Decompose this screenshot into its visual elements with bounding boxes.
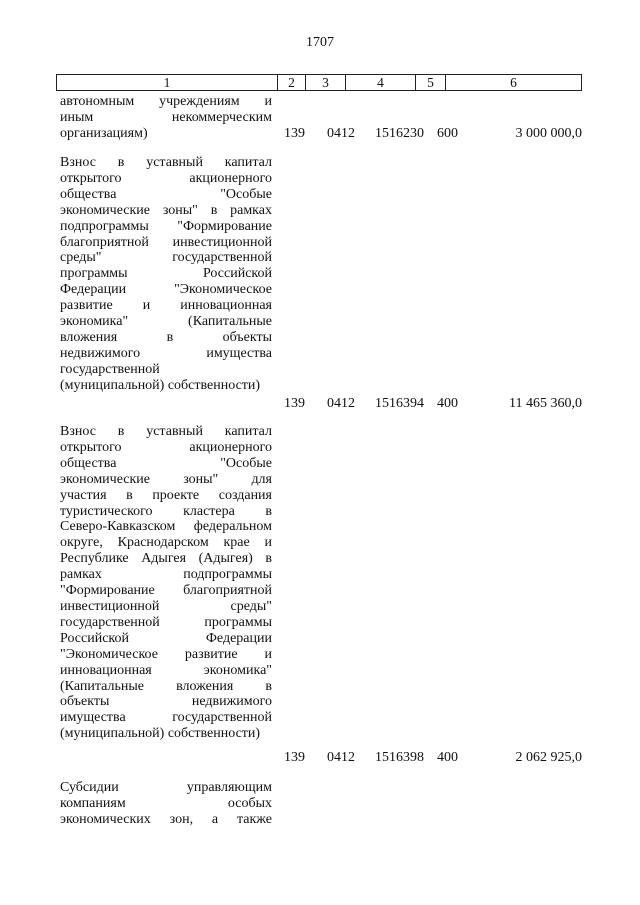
description-line: государственной программы [60,614,272,630]
header-col-6: 6 [445,74,582,91]
row-0-description [60,94,272,142]
description-line: государственной [60,361,160,377]
row-0-code-4: 1516230 [375,126,424,141]
description-line: (Капитальные вложения в [60,678,272,694]
description-line: организациям) [60,125,148,141]
description-line: округе, Краснодарском крае и [60,535,272,551]
header-col-2: 2 [277,74,305,91]
description-line: экономика" (Капитальные [60,314,272,330]
row-2-description [60,424,272,742]
description-line: открытого акционерного [60,439,272,455]
row-1-code-3: 0412 [327,396,355,411]
description-line: Российской Федерации [60,630,272,646]
description-line: инвестиционной среды" [60,598,272,614]
description-line: Субсидии управляющим [60,780,272,795]
description-line: имущества государственной [60,710,272,726]
description-line: инновационная экономика" [60,662,272,678]
table-header [56,74,582,91]
description-line: Северо-Кавказском федеральном [60,519,272,535]
row-1-amount: 11 465 360,0 [509,396,582,411]
description-line: экономических зон, а также [60,811,272,827]
description-line: общества "Особые [60,455,272,471]
description-line: экономические зоны" в рамках [60,202,272,218]
description-line: общества "Особые [60,186,272,202]
description-line: развитие и инновационная [60,298,272,314]
description-line: подпрограммы "Формирование [60,218,272,234]
page-number: 1707 [306,35,334,50]
row-0-amount: 3 000 000,0 [515,126,582,141]
row-0-code-2: 139 [284,126,305,141]
description-line: "Экономическое развитие и [60,646,272,662]
description-line: Взнос в уставный капитал [60,424,272,439]
row-0-code-3: 0412 [327,126,355,141]
description-line: открытого акционерного [60,170,272,186]
header-col-3: 3 [305,74,345,91]
description-line: вложения в объекты [60,329,272,345]
description-line: (муниципальной) собственности) [60,377,261,393]
description-line: компаниям особых [60,795,272,811]
row-3-description [60,780,272,828]
row-2-code-4: 1516398 [375,750,424,765]
row-1-code-4: 1516394 [375,396,424,411]
row-1-code-2: 139 [284,396,305,411]
header-col-4: 4 [345,74,415,91]
row-0-code-5: 600 [437,126,458,141]
row-2-amount: 2 062 925,0 [515,750,582,765]
description-line: автономным учреждениям и [60,94,272,109]
description-line: (муниципальной) собственности) [60,726,261,742]
row-1-description [60,155,272,394]
description-line: экономические зоны" для [60,471,272,487]
description-line: туристического кластера в [60,503,272,519]
row-2-code-3: 0412 [327,750,355,765]
row-2-code-5: 400 [437,750,458,765]
description-line: программы Российской [60,266,272,282]
description-line: объекты недвижимого [60,694,272,710]
description-line: Республике Адыгея (Адыгея) в [60,551,272,567]
description-line: рамках подпрограммы [60,567,272,583]
description-line: Федерации "Экономическое [60,282,272,298]
description-line: благоприятной инвестиционной [60,234,272,250]
description-line: иным некоммерческим [60,109,272,125]
row-2-code-2: 139 [284,750,305,765]
row-1-code-5: 400 [437,396,458,411]
header-col-5: 5 [415,74,445,91]
header-col-1: 1 [56,74,277,91]
description-line: недвижимого имущества [60,345,272,361]
description-line: среды" государственной [60,250,272,266]
description-line: "Формирование благоприятной [60,583,272,599]
description-line: Взнос в уставный капитал [60,155,272,170]
description-line: участия в проекте создания [60,487,272,503]
